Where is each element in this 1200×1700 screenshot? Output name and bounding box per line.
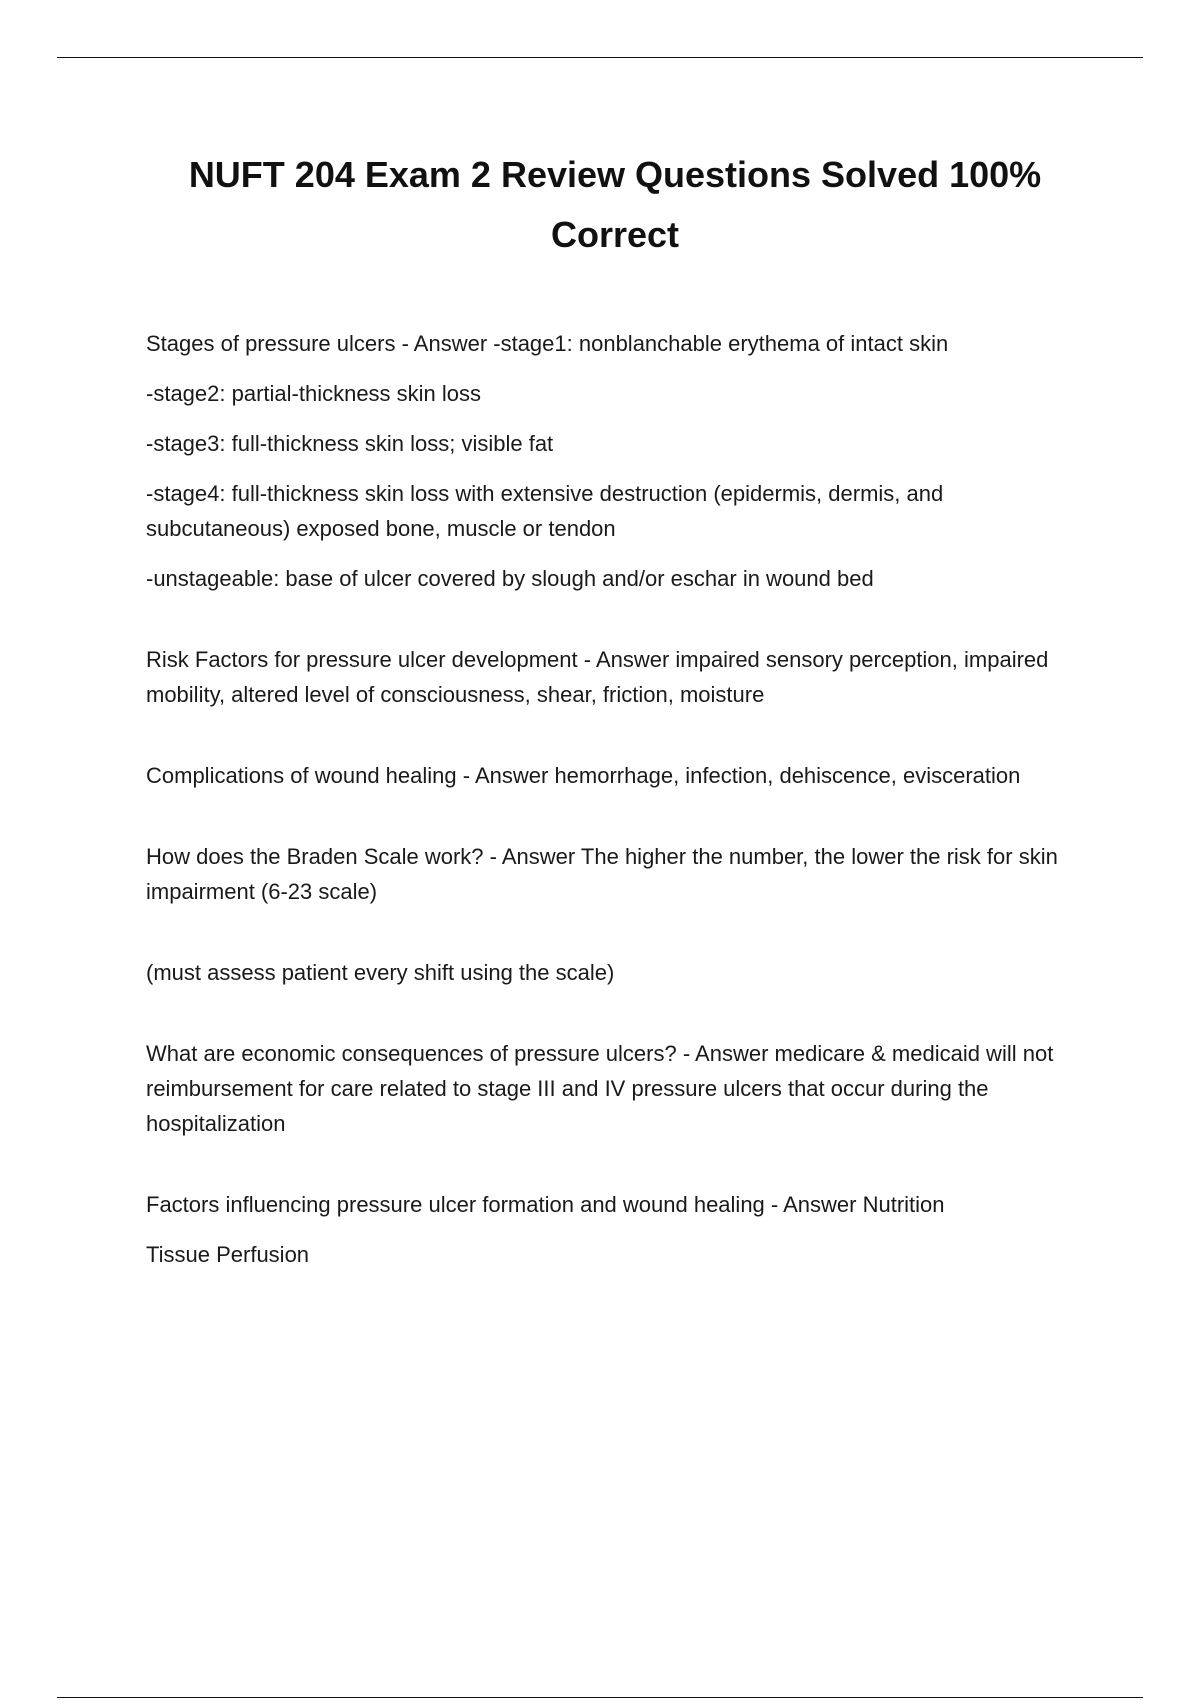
- paragraph: -unstageable: base of ulcer covered by slough and/or eschar in wound bed: [146, 566, 874, 591]
- paragraph: Tissue Perfusion: [146, 1242, 310, 1267]
- paragraph: -stage2: partial-thickness skin loss: [146, 381, 482, 406]
- paragraph: -stage3: full-thickness skin loss; visible fat: [146, 431, 554, 456]
- qa-block-healing-factors: [146, 1187, 1086, 1272]
- paragraph: What are economic consequences of pressure ulcers? - Answer medicare & medicaid will not reimbursement for care related to stage III and IV pressure ulcers that occur during the hospitalization: [146, 1041, 1054, 1136]
- qa-block-economic-consequences: [146, 1036, 1086, 1141]
- qa-block-risk-factors: [146, 642, 1086, 712]
- qa-block-assessment-note: [146, 955, 1086, 990]
- paragraph: -stage4: full-thickness skin loss with extensive destruction (epidermis, dermis, and subcutaneous) exposed bone, muscle or tendon: [146, 481, 944, 541]
- paragraph: Risk Factors for pressure ulcer development - Answer impaired sensory perception, impaired mobility, altered level of consciousness, shear, friction, moisture: [146, 647, 1049, 707]
- paragraph: Stages of pressure ulcers - Answer -stage1: nonblanchable erythema of intact skin: [146, 331, 949, 356]
- qa-block-wound-complications: [146, 758, 1086, 793]
- paragraph: (must assess patient every shift using the scale): [146, 960, 615, 985]
- document-title: NUFT 204 Exam 2 Review Questions Solved 100% Correct: [188, 154, 1042, 255]
- bottom-rule: [57, 1697, 1143, 1698]
- qa-block-braden-scale: [146, 839, 1086, 909]
- top-rule: [57, 57, 1143, 58]
- qa-block-pressure-ulcer-stages: [146, 326, 1086, 596]
- paragraph: Complications of wound healing - Answer hemorrhage, infection, dehiscence, evisceration: [146, 763, 1021, 788]
- document-body: [146, 326, 1086, 1318]
- paragraph: Factors influencing pressure ulcer formation and wound healing - Answer Nutrition: [146, 1192, 945, 1217]
- paragraph: How does the Braden Scale work? - Answer The higher the number, the lower the risk for skin impairment (6-23 scale): [146, 844, 1058, 904]
